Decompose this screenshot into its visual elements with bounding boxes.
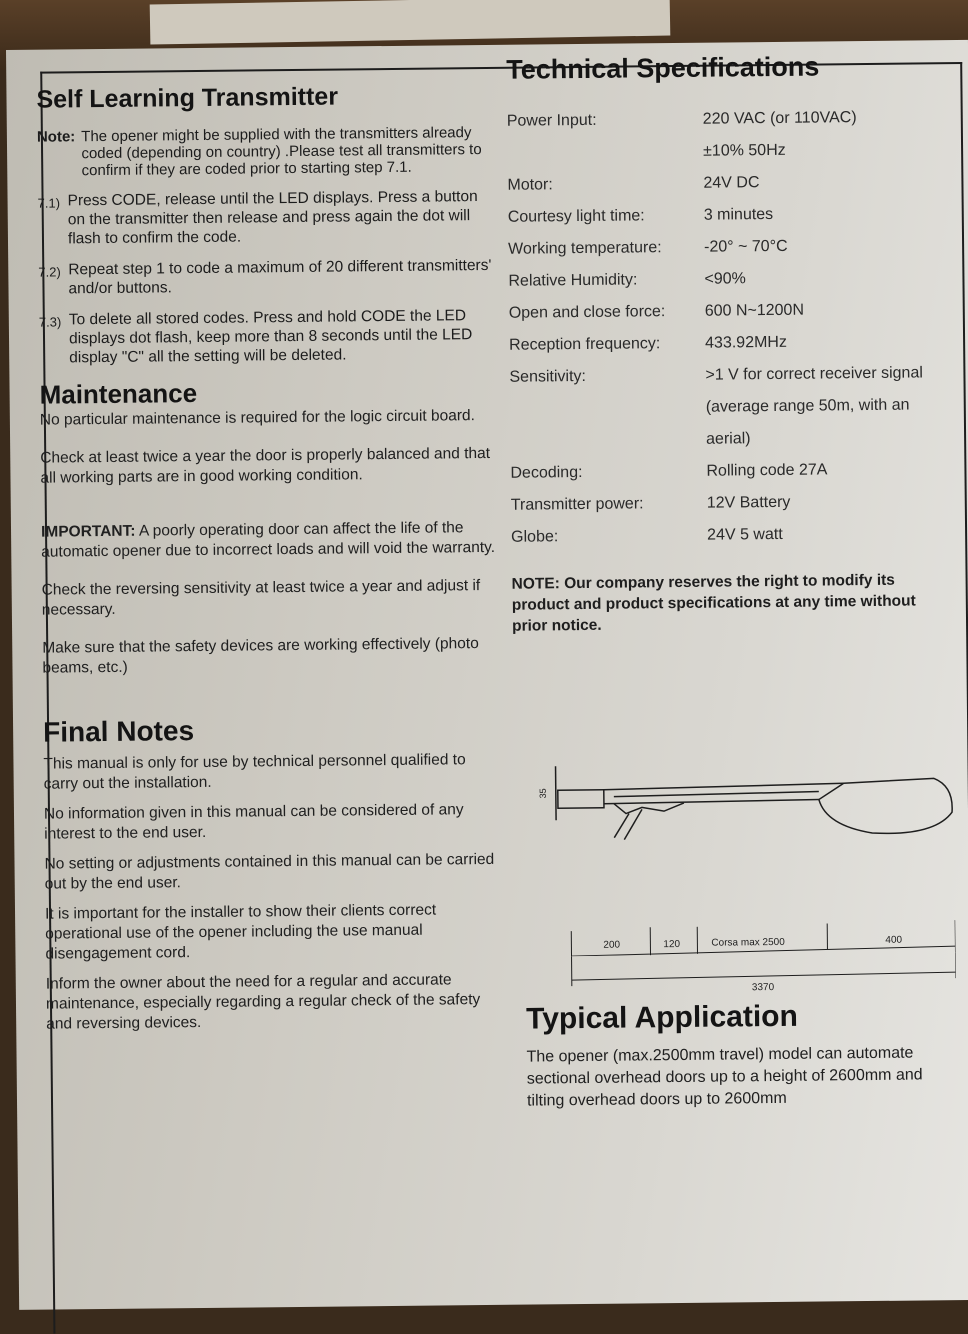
final-para-1: This manual is only for use by technical personnel qualified to carry out the installation. [43, 750, 498, 795]
rail-top [604, 783, 844, 790]
spec-label: Courtesy light time: [508, 200, 704, 234]
step-number: 7.3) [39, 310, 70, 367]
spec-value: 12V Battery [707, 485, 951, 520]
spec-label: Power Input: [507, 104, 703, 138]
spec-row [508, 229, 948, 266]
spec-label: Globe: [511, 520, 707, 554]
spec-label: Transmitter power: [511, 488, 707, 522]
tech-spec-title: Technical Specifications [506, 50, 946, 86]
spec-value: 600 N~1200N [705, 293, 949, 328]
final-para-2: No information given in this manual can be considered of any interest to the end user. [44, 800, 499, 845]
spec-row [509, 293, 949, 330]
step-7-3 [39, 306, 495, 368]
spec-label [510, 424, 706, 458]
final-notes-title: Final Notes [43, 712, 498, 749]
note-text: The opener might be supplied with the transmitters already coded (depending on country) .Please test all transmitters to confirm if they are coded prior to starting step 7.1. [81, 124, 492, 179]
spec-row [507, 101, 947, 138]
rail-bottom [604, 800, 819, 804]
manual-page [6, 40, 968, 1310]
typical-application-title: Typical Application [526, 998, 956, 1037]
spec-row [509, 325, 949, 362]
spec-row [510, 389, 950, 426]
dim-label-total: 3370 [752, 982, 775, 993]
important-para [41, 518, 496, 563]
final-notes [43, 750, 501, 1035]
spec-label [507, 136, 703, 170]
modification-note: NOTE: Our company reserves the right to modify its product and product specifications at any time without prior notice. [512, 569, 953, 637]
spec-value: Rolling code 27A [706, 453, 950, 488]
spec-row [507, 165, 947, 202]
spec-value: 24V DC [703, 165, 947, 200]
spec-table [507, 101, 952, 554]
motor-housing [819, 778, 953, 834]
final-para-5: Inform the owner about the need for a regular and accurate maintenance, especially regarding a regular check of the safety and reversing devices. [46, 970, 502, 1035]
self-learning-title: Self Learning Transmitter [36, 81, 491, 115]
opener-side-view [556, 762, 953, 840]
spec-row [511, 517, 951, 554]
left-column [36, 81, 501, 1035]
opener-dimension-diagram [513, 752, 955, 957]
important-label: IMPORTANT: [41, 523, 136, 541]
wall-line [556, 766, 557, 820]
trolley-arm [614, 803, 684, 814]
spec-value: >1 V for correct receiver signal [705, 357, 949, 392]
dim-label-120: 120 [663, 939, 680, 950]
final-para-3: No setting or adjustments contained in this manual can be carried out by the end user. [44, 850, 499, 895]
dim-label-200: 200 [603, 940, 620, 951]
spec-row [511, 485, 951, 522]
spec-row [508, 197, 948, 234]
wall-bracket [558, 790, 604, 808]
spec-label: Reception frequency: [509, 328, 705, 362]
spec-label: Decoding: [510, 456, 706, 490]
maintenance-para-4: Make sure that the safety devices are working effectively (photo beams, etc.) [42, 634, 497, 679]
step-7-2 [38, 256, 493, 299]
maintenance-para-3: Check the reversing sensitivity at least twice a year and adjust if necessary. [42, 576, 497, 621]
step-number: 7.1) [37, 191, 68, 248]
spec-value: 433.92MHz [705, 325, 949, 360]
spec-label [510, 392, 706, 426]
height-label: 35 [538, 788, 548, 798]
maintenance-para-1: No particular maintenance is required for the logic circuit board. [40, 406, 495, 431]
spec-row [510, 453, 950, 490]
spec-row [507, 133, 947, 170]
step-number: 7.2) [38, 260, 68, 298]
typical-application [526, 998, 957, 1112]
spec-value: -20° ~ 70°C [704, 229, 948, 264]
step-text: To delete all stored codes. Press and hold CODE the LED displays dot flash, keep more than 8 seconds until the LED display "C" all the setting will be deleted. [69, 306, 495, 367]
maintenance-title: Maintenance [39, 375, 494, 411]
important-text: A poorly operating door can affect the life of the automatic opener due to incorrect loads and will void the warranty. [41, 519, 495, 560]
typical-application-text: The opener (max.2500mm travel) model can automate sectional overhead doors up to a height of 2600mm and tilting overhead doors up to 2600mm [526, 1042, 957, 1112]
right-column [506, 50, 952, 637]
spec-value: <90% [704, 261, 948, 296]
spec-row [510, 421, 950, 458]
final-para-4: It is important for the installer to show their clients correct operational use of the opener including the use manual disengagement cord. [45, 900, 501, 965]
spec-label: Sensitivity: [509, 360, 705, 394]
spec-label: Relative Humidity: [508, 264, 704, 298]
spec-row [508, 261, 948, 298]
spec-value: (average range 50m, with an [706, 389, 950, 424]
step-text: Press CODE, release until the LED displays. Press a button on the transmitter then release and press again the dot will flash to confirm the code. [67, 187, 493, 248]
spec-label: Working temperature: [508, 232, 704, 266]
step-7-1 [37, 187, 493, 249]
dim-label-travel: Corsa max 2500 [711, 937, 785, 949]
spec-value: ±10% 50Hz [703, 133, 947, 168]
tick-1 [571, 931, 572, 957]
spec-value: 220 VAC (or 110VAC) [703, 101, 947, 136]
spec-value: 24V 5 watt [707, 517, 951, 552]
note-label: Note: [37, 128, 76, 179]
spec-row [509, 357, 949, 394]
spec-label: Open and close force: [509, 296, 705, 330]
maintenance-para-2: Check at least twice a year the door is properly balanced and that all working parts are in good working condition. [40, 444, 495, 489]
spec-value: 3 minutes [704, 197, 948, 232]
step-text: Repeat step 1 to code a maximum of 20 different transmitters' and/or buttons. [68, 256, 493, 298]
rail-inner [614, 792, 819, 797]
total-length-label [516, 952, 956, 997]
transmitter-note [37, 124, 493, 180]
dim-label-400: 400 [885, 935, 902, 946]
spec-label: Motor: [507, 168, 703, 202]
total-dim-line [572, 972, 956, 980]
spec-value: aerial) [706, 421, 950, 456]
